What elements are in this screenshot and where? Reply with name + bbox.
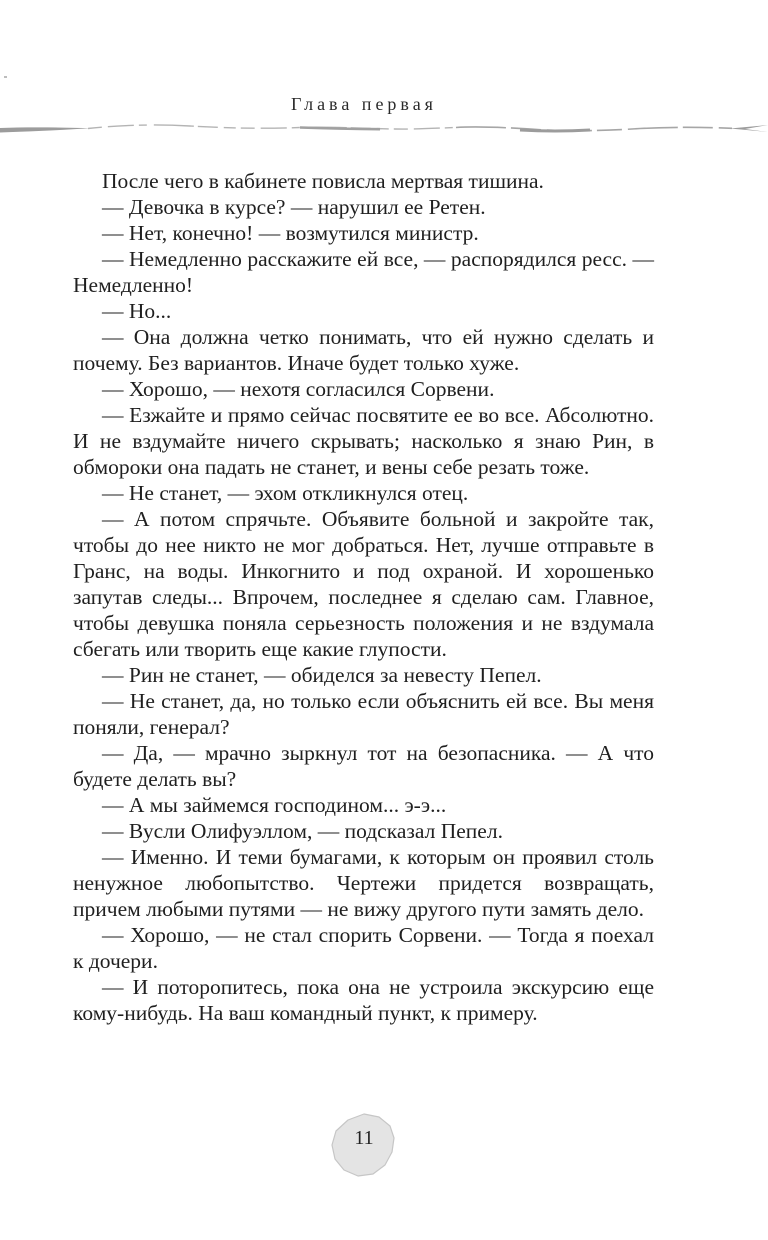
paragraph: — А потом спрячьте. Объявите больной и закройте так, чтобы до нее никто не мог добраться. Нет, лучше отправьте в Гранс, на воды. Инкогнито и под охраной. И хорошенько запутав следы... Впрочем, последнее я сделаю сам. Главное, чтобы девушка поняла серьезность положения и не вздумала сбегать или творить еще какие глупости. bbox=[73, 507, 654, 661]
paragraph: — Не станет, — эхом откликнулся отец. bbox=[102, 481, 469, 505]
paragraph: — Не станет, да, но только если объяснить ей все. Вы меня поняли, генерал? bbox=[73, 689, 654, 739]
paragraph: — А мы займемся господином... э-э... bbox=[102, 793, 447, 817]
paragraph: — И поторопитесь, пока она не устроила экскурсию еще кому-нибудь. На ваш командный пункт, к примеру. bbox=[73, 975, 654, 1025]
paragraph: — Девочка в курсе? — нарушил ее Ретен. bbox=[102, 195, 486, 219]
paragraph: — Немедленно расскажите ей все, — распорядился ресс. — Немедленно! bbox=[73, 247, 654, 297]
paragraph: — Хорошо, — нехотя согласился Сорвени. bbox=[102, 377, 495, 401]
paragraph: — Да, — мрачно зыркнул тот на безопасника. — А что будете делать вы? bbox=[73, 741, 654, 791]
page-number: 11 bbox=[354, 1127, 374, 1149]
paragraph: — Но... bbox=[102, 299, 172, 323]
paragraph: — Рин не станет, — обиделся за невесту Пепел. bbox=[102, 663, 542, 687]
print-speck bbox=[4, 76, 7, 78]
paragraph: — Вусли Олифуэллом, — подсказал Пепел. bbox=[102, 819, 503, 843]
chapter-title: Глава первая bbox=[291, 94, 437, 114]
paragraph: — Хорошо, — не стал спорить Сорвени. — Тогда я поехал к дочери. bbox=[73, 923, 654, 973]
paragraph: — Именно. И теми бумагами, к которым он проявил столь ненужное любопытство. Чертежи придется возвращать, причем любыми путями — не вижу другого пути замять дело. bbox=[73, 845, 654, 921]
paragraph: После чего в кабинете повисла мертвая тишина. bbox=[102, 169, 544, 193]
paragraph: — Она должна четко понимать, что ей нужно сделать и почему. Без вариантов. Иначе будет только хуже. bbox=[73, 325, 654, 375]
paragraph: — Езжайте и прямо сейчас посвятите ее во все. Абсолютно. И не вздумайте ничего скрывать; насколько я знаю Рин, в обмороки она падать не станет, и вены себе резать тоже. bbox=[73, 403, 654, 479]
paragraph: — Нет, конечно! — возмутился министр. bbox=[102, 221, 479, 245]
body-text bbox=[73, 168, 654, 1026]
page-number-ornament bbox=[327, 1112, 401, 1184]
torn-edge-divider-icon bbox=[0, 119, 768, 141]
